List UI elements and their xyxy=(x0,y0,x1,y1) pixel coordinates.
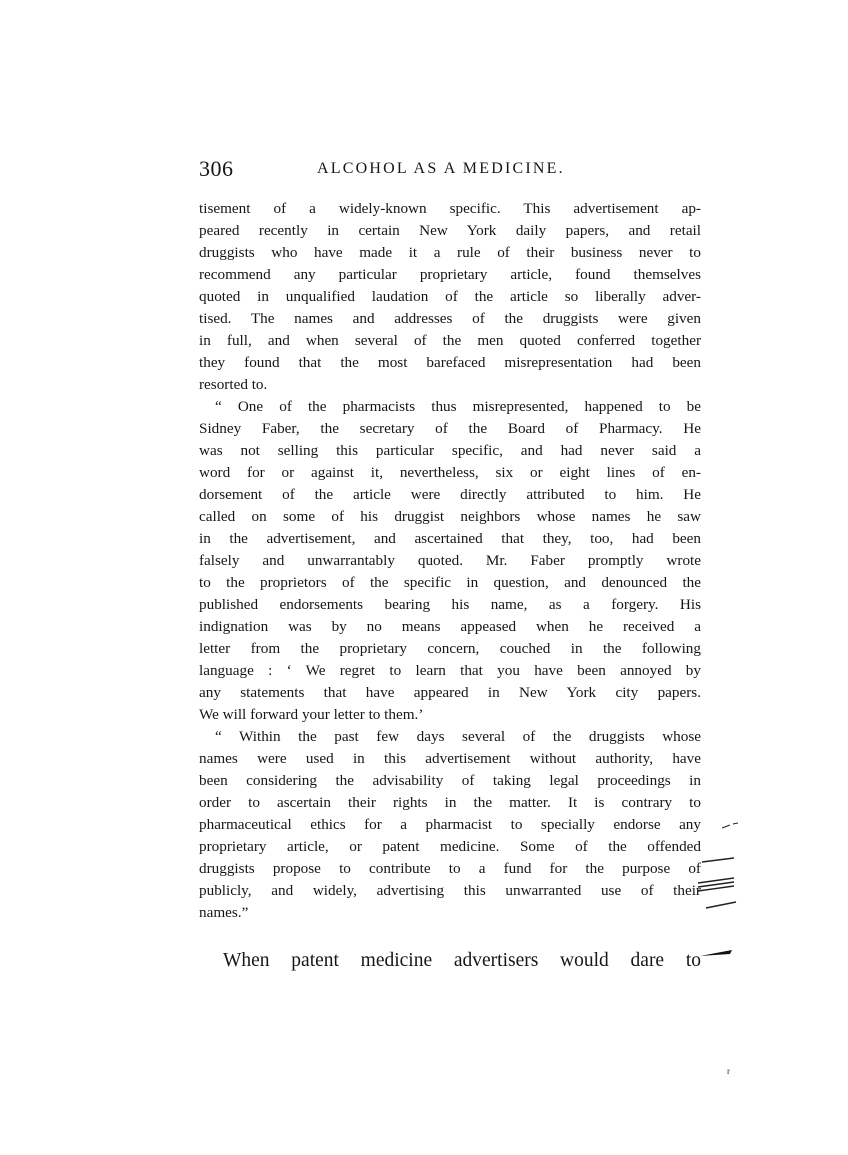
closing-line: When patent medicine advertisers would dare to xyxy=(223,950,701,971)
text-line: they found that the most barefaced misrepresentation had been xyxy=(199,354,701,371)
text-line: to the proprietors of the specific in question, and denounced the xyxy=(199,574,701,591)
paragraph-1 xyxy=(199,198,701,396)
text-line: “ One of the pharmacists thus misrepresented, happened to be xyxy=(215,398,701,415)
paragraph-2 xyxy=(199,396,701,726)
paragraph-3 xyxy=(199,726,701,924)
text-line: falsely and unwarrantably quoted. Mr. Faber promptly wrote xyxy=(199,552,701,569)
text-line: We will forward your letter to them.’ xyxy=(199,706,424,723)
text-line: letter from the proprietary concern, couched in the following xyxy=(199,640,701,657)
text-line: called on some of his druggist neighbors whose names he saw xyxy=(199,508,701,525)
text-line: peared recently in certain New York daily papers, and retail xyxy=(199,222,701,239)
text-line: names.” xyxy=(199,904,249,921)
text-line: druggists propose to contribute to a fund for the purpose of xyxy=(199,860,701,877)
text-line: published endorsements bearing his name, as a forgery. His xyxy=(199,596,701,613)
text-line: tisement of a widely-known specific. This advertisement ap- xyxy=(199,200,701,217)
text-line: in full, and when several of the men quoted conferred together xyxy=(199,332,701,349)
text-line: language : ‘ We regret to learn that you have been annoyed by xyxy=(199,662,701,679)
footer-mark: r xyxy=(727,1066,730,1076)
text-line: pharmaceutical ethics for a pharmacist to specially endorse any xyxy=(199,816,701,833)
text-line: tised. The names and addresses of the druggists were given xyxy=(199,310,701,327)
text-line: been considering the advisability of taking legal proceedings in xyxy=(199,772,701,789)
text-line: druggists who have made it a rule of their business never to xyxy=(199,244,701,261)
text-line: any statements that have appeared in New York city papers. xyxy=(199,684,701,701)
text-line: quoted in unqualified laudation of the article so liberally adver- xyxy=(199,288,701,305)
text-line: recommend any particular proprietary article, found themselves xyxy=(199,266,701,283)
text-line: publicly, and widely, advertising this unwarranted use of their xyxy=(199,882,701,899)
text-line: proprietary article, or patent medicine. Some of the offended xyxy=(199,838,701,855)
text-line: Sidney Faber, the secretary of the Board of Pharmacy. He xyxy=(199,420,701,437)
text-line: in the advertisement, and ascertained that they, too, had been xyxy=(199,530,701,547)
text-line: dorsement of the article were directly attributed to him. He xyxy=(199,486,701,503)
scan-artifact-marks xyxy=(680,820,740,970)
text-line: word for or against it, nevertheless, six or eight lines of en- xyxy=(199,464,701,481)
text-line: “ Within the past few days several of the druggists whose xyxy=(215,728,701,745)
page-number: 306 xyxy=(199,156,234,181)
running-head xyxy=(199,156,701,186)
text-line: indignation was by no means appeased when he received a xyxy=(199,618,701,635)
text-line: was not selling this particular specific, and had never said a xyxy=(199,442,701,459)
text-line: names were used in this advertisement without authority, have xyxy=(199,750,701,767)
body-text xyxy=(199,198,701,924)
running-title: ALCOHOL AS A MEDICINE. xyxy=(317,160,565,177)
text-line: order to ascertain their rights in the matter. It is contrary to xyxy=(199,794,701,811)
text-line: resorted to. xyxy=(199,376,268,393)
